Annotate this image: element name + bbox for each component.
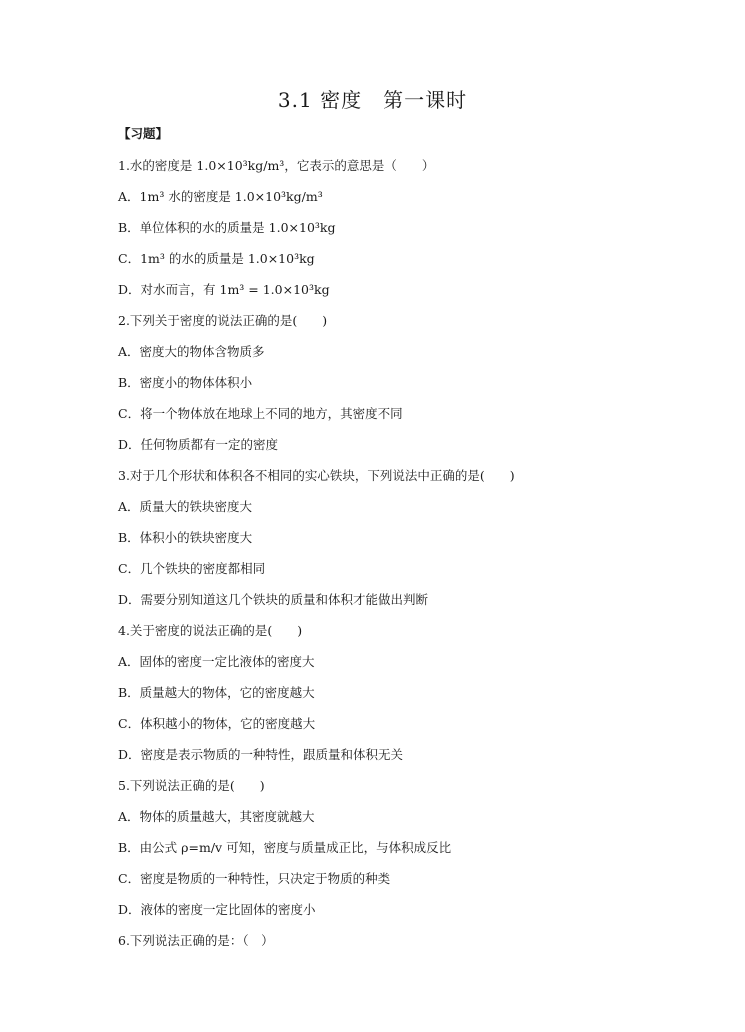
question-1-option-c: C．1m³ 的水的质量是 1.0×10³kg [118, 251, 315, 266]
question-2-option-d: D．任何物质都有一定的密度 [118, 437, 279, 452]
question-3-option-a: A．质量大的铁块密度大 [118, 499, 253, 514]
question-list [118, 157, 638, 963]
page-title: 3.1 密度 第一课时 [277, 88, 468, 112]
question-5-option-c: C．密度是物质的一种特性，只决定于物质的种类 [118, 871, 391, 886]
question-2-option-c: C．将一个物体放在地球上不同的地方，其密度不同 [118, 406, 403, 421]
question-1-stem: 1.水的密度是 1.0×10³kg/m³，它表示的意思是（ ） [118, 158, 435, 173]
section-heading: 【习题】 [118, 126, 169, 141]
question-5-option-a: A．物体的质量越大，其密度就越大 [118, 809, 315, 824]
question-2-option-b: B．密度小的物体体积小 [118, 375, 253, 390]
question-1-option-d: D．对水而言，有 1m³ = 1.0×10³kg [118, 282, 330, 297]
question-5-stem: 5.下列说法正确的是( ) [118, 778, 265, 793]
question-6-stem: 6.下列说法正确的是：（ ） [118, 933, 274, 948]
question-2-option-a: A．密度大的物体含物质多 [118, 344, 265, 359]
question-4-option-c: C．体积越小的物体，它的密度越大 [118, 716, 316, 731]
question-3-option-b: B．体积小的铁块密度大 [118, 530, 253, 545]
question-4-stem: 4.关于密度的说法正确的是( ) [118, 623, 303, 638]
question-2-stem: 2.下列关于密度的说法正确的是( ) [118, 313, 328, 328]
question-4-option-a: A．固体的密度一定比液体的密度大 [118, 654, 315, 669]
question-5-option-b: B．由公式 ρ=m/v 可知，密度与质量成正比，与体积成反比 [118, 840, 452, 855]
question-5-option-d: D．液体的密度一定比固体的密度小 [118, 902, 316, 917]
question-4-option-b: B．质量越大的物体，它的密度越大 [118, 685, 315, 700]
question-1-option-a: A．1m³ 水的密度是 1.0×10³kg/m³ [118, 189, 323, 204]
question-3-option-c: C．几个铁块的密度都相同 [118, 561, 266, 576]
question-3-option-d: D．需要分别知道这几个铁块的质量和体积才能做出判断 [118, 592, 429, 607]
question-3-stem: 3.对于几个形状和体积各不相同的实心铁块，下列说法中正确的是( ) [118, 468, 515, 483]
question-4-option-d: D．密度是表示物质的一种特性，跟质量和体积无关 [118, 747, 404, 762]
question-1-option-b: B．单位体积的水的质量是 1.0×10³kg [118, 220, 336, 235]
